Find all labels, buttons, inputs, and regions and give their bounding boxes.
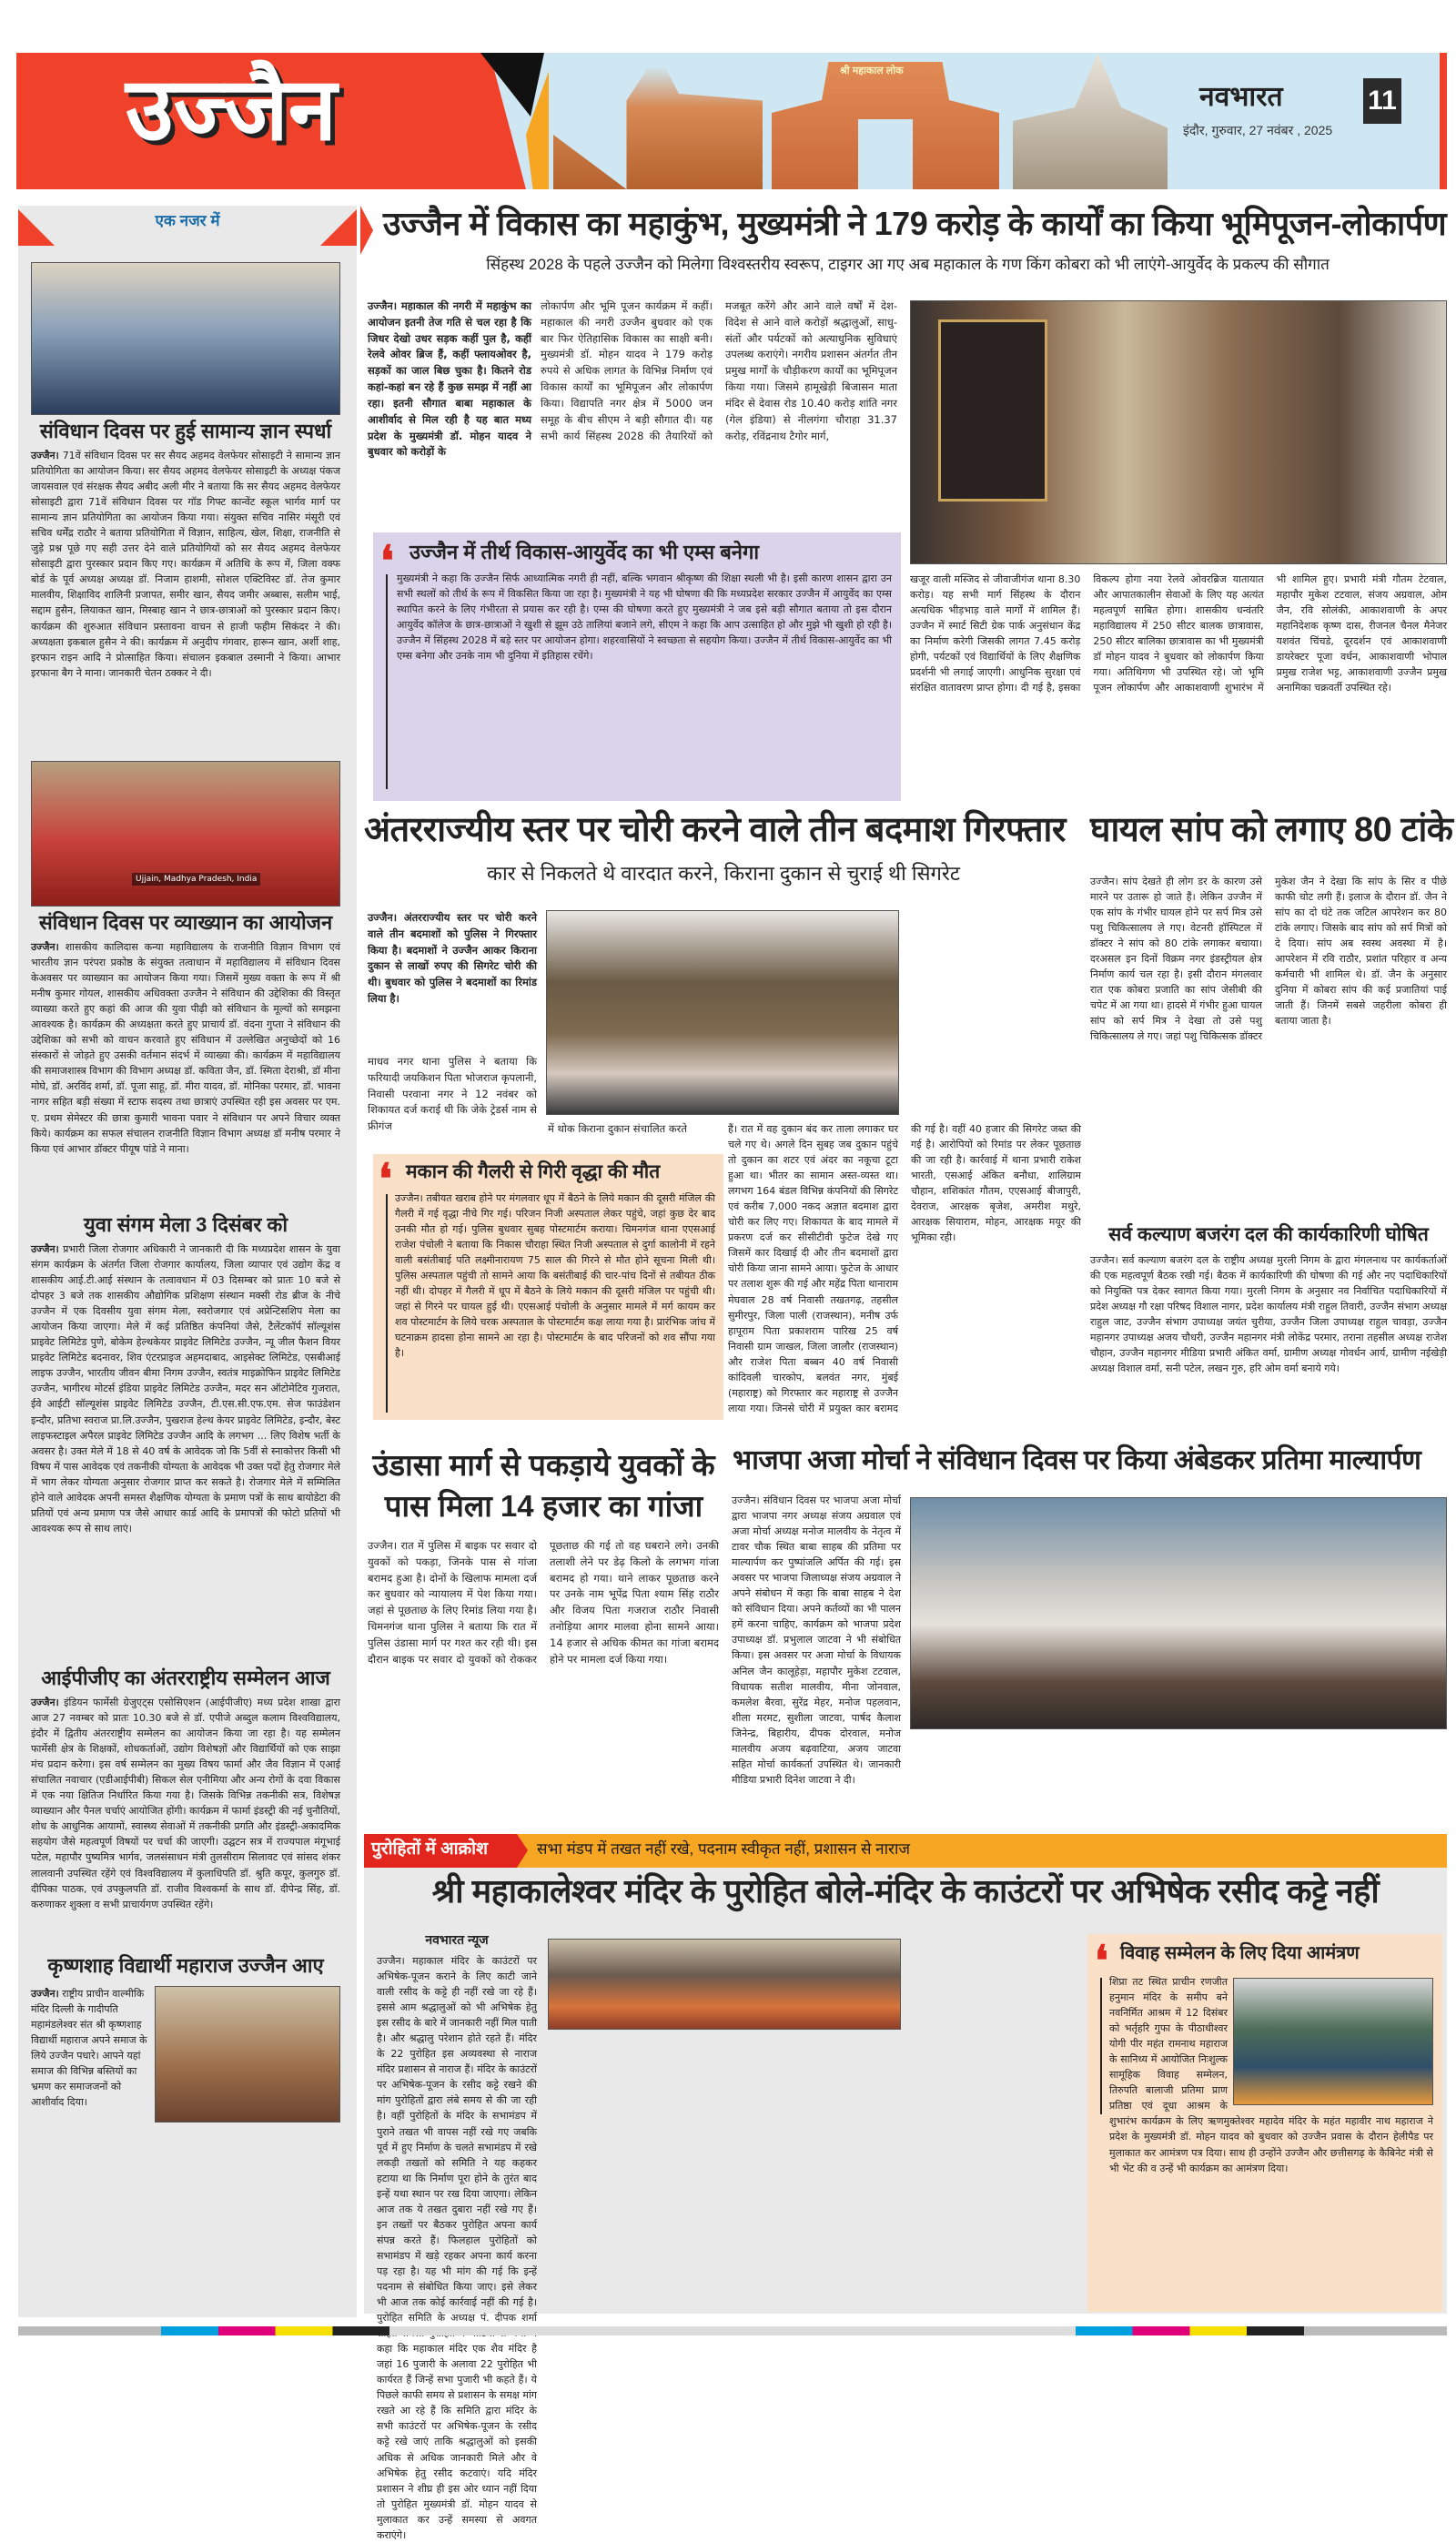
- box-headline: विवाह सम्मेलन के लिए दिया आमंत्रण: [1120, 1943, 1360, 1963]
- story-text: राष्ट्रीय प्राचीन वाल्मीकि मंदिर दिल्ली के गादीपति महामंडलेश्वर संत श्री कृष्णशाह विद्यार्थी महाराज अपने समाज के लिये उज्जैन पधारे। आपने यहां समाज की विभिन्न बस्तियों का भ्रमण कर समाजजनों को आशीर्वाद दिया।: [31, 1988, 147, 2109]
- story-text: इंडियन फार्मेसी ग्रेजुएट्स एसोसिएशन (आईपीजीए) मध्य प्रदेश शाखा द्वारा आज 27 नवम्बर को प्रातः 10.30 बजे से डॉ. एपीजे अब्दुल कलाम विश्वविद्यालय, इंदौर में द्वितीय अंतरराष्ट्रीय सम्मेलन का आयोजन किया जा रहा है। यह सम्मेलन फार्मेसी क्षेत्र के शिक्षकों, शोधकर्ताओं, उद्योग विशेषज्ञों और विद्यार्थियों को एक साझा मंच प्रदान करेगा। इस वर्ष सम्मेलन का मुख्य विषय फार्मा और जैव विज्ञान में एआई संचालित नवाचार (एडीआईपीबी) सिकल सेल एनीमिया और अन्य रोगों के दवा विकास में एक नया क्षितिज निर्धारित किया गया है। जिसके विभिन्न तकनीकी सत्र, विशेषज्ञ व्याख्यान और पैनल चर्चाएं आयोजित होंगी। कार्यक्रम में फार्मा इंडस्ट्री की नई चुनौतियों, शोध के आधुनिक आयामों, स्वास्थ्य सेवाओं में तकनीकी प्रगति और इंडस्ट्री-अकादमिक सहयोग जैसे महत्वपूर्ण विषयों पर चर्चा की जाएगी। उद्घटन सत्र में राज्यपाल मंगूभाई पटेल, महापौर पुष्यमित्र भार्गव, जलसंसाधन मंत्री तुलसीराम सिलावट एवं सांसद शंकर लालवानी उपस्थित रहेंगे एवं विश्वविद्यालय में कुलाधिपति डॉ. श्रुति कपूर, कुलगुरु डॉ. दीपिका पाठक, एवं उपकुलपति डॉ. राजीव विश्वकर्मा के साथ डॉ. दीपेन्द्र सिंह, डॉ. करुणाकर शुक्ला व सभी प्राचार्यगण उपस्थित रहेंगे।: [31, 1697, 340, 1910]
- theft-intro: उज्जैन। अंतरराज्यीय स्तर पर चोरी करने वाले तीन बदमाशों को पुलिस ने गिरफ्तार किया है। बदमाशों ने उज्जैन आकर किराना दुकान से लाखों रुपए की सिगरेट चोरी की थी। बुधवार को पुलिस ने बदमाशों का रिमांड लिया है।: [368, 911, 537, 1006]
- dateline: इंदौर, गुरुवार, 27 नवंबर , 2025: [1183, 123, 1333, 137]
- lecture-photo: [31, 761, 340, 907]
- page-number: 11: [1363, 78, 1401, 124]
- lead-headline: उज्जैन में विकास का महाकुंभ, मुख्यमंत्री ने 179 करोड़ के कार्यों का किया भूमिपूजन-लोकार्पण: [382, 205, 1447, 242]
- bjp-body: उज्जैन। संविधान दिवस पर भाजपा अजा मोर्चा द्वारा भाजपा नगर अध्यक्ष संजय अग्रवाल एवं अजा मोर्चा अध्यक्ष मनोज मालवीय के नेतृत्व में टावर चौक स्थित बाबा साहब की प्रतिमा पर माल्यार्पण कर पुष्पांजलि अर्पित की गई। इस अवसर पर भाजपा जिलाध्यक्ष संजय अग्रवाल ने अपने संबोधन में कहा कि बाबा साहब ने देश को संविधान दिया। अपने कर्तव्यों का भी पालन हमें करना चाहिए, कार्यक्रम को भाजपा प्रदेश उपाध्यक्ष डॉ. प्रभुलाल जाटवा ने भी संबोधित किया। इस अवसर पर अजा मोर्चा के विधायक अनिल जैन कालूहेड़ा, महापौर मुकेश टटवाल, विधायक सतीश मालवीय, मीना जोनवाल, कमलेश बैरवा, सुरेंद्र मेहर, मनोज पहलवान, शीला मरमट, सुशीला जाटवा, पार्षद कैलाश जिनेन्द्र, बिहारीय, दीपक दोरवाल, मनोज मालवीय अजय बढ़वाटिया, अजय जाटवा सहित मोर्चा कार्यकर्ता उपस्थित थे। जानकारी मीडिया प्रभारी दिनेश जाटवा ने दी।: [732, 1494, 901, 1786]
- dateline: उज्जैन।: [31, 941, 59, 953]
- ganja-headline: उंडासा मार्ग से पकड़ाये युवकों के पास मिला 14 हजार का गांजा: [372, 1448, 715, 1523]
- theft-caption-line: में थोक किराना दुकान संचालित करते: [548, 1122, 687, 1135]
- lead-red-wedge: [360, 206, 373, 255]
- vivah-box: [1087, 1934, 1442, 2312]
- section-title: उज्जैन: [126, 61, 338, 158]
- box-rule: [386, 574, 388, 789]
- ek-nazar-sidebar: [18, 206, 357, 2317]
- bjp-body-continued: [910, 1734, 1447, 1816]
- gate-sign: श्री महाकाल लोक: [840, 66, 904, 76]
- story-title: कृष्णशाह विद्यार्थी महाराज उज्जैन आए: [47, 1954, 324, 1977]
- tirth-box: [373, 532, 901, 801]
- purohit-headline: श्री महाकालेश्वर मंदिर के पुरोहित बोले-मंदिर के काउंटरों पर अभिषेक रसीद कट्टे नहीं: [431, 1872, 1380, 1910]
- lead-body-continued: खजूर वाली मस्जिद से जीवाजीगंज थाना 8.30 करोड़। यह सभी मार्ग सिंहस्थ के दौरान अत्यधिक भीड़भाड़ वाले मार्गों में शामिल हैं। उज्जैन में स्मार्ट सिटी ग्रेक पार्क अनुसंधान केंद्र का निर्माण करेगी जिसकी लागत 7.45 करोड़ होगी, पर्यटकों एवं विद्यार्थियों के लिए शैक्षणिक प्रदर्शनी भी लगाई जाएगी। आधुनिक सुरक्षा एवं संरक्षित वातावरण प्राप्त होगा। दी गई है, इसका विकल्प होगा नया रेलवे ओवरब्रिज यातायात और आपातकालीन सेवाओं के लिए यह अत्यंत महत्वपूर्ण साबित होगा। शासकीय धन्वंतरि महाविद्यालय में 250 सीटर बालक छात्रावास, 250 सीटर बालिका छात्रावास का भी मुख्यमंत्री डॉ मोहन यादव ने बुधवार को लोकार्पण किया गया। अतिथिगण भी उपस्थित रहे। जो भूमि पूजन लोकार्पण और आकाशवाणी शुभारंभ में भी शामिल हुए। प्रभारी मंत्री गौतम टेटवाल, महापौर मुकेश टटवाल, संजय अग्रवाल, ओम जैन, रवि सोलंकी, आकाशवाणी के अपर महानिदेशक कृष्ण दास, रीजनल चैनल मैनेजर यशवंत चिंचडे, दूरदर्शन एवं आकाशवाणी डायरेक्टर पूजा वर्धन, आकाशवाणी भोपाल प्रमुख राजेश भट्ट, आकाशवाणी उज्जैन प्रमुख अनामिका चक्रवर्ती उपस्थित रहे।: [910, 573, 1447, 694]
- box-headline: मकान की गैलरी से गिरी वृद्धा की मौत: [406, 1161, 661, 1182]
- masthead: [16, 53, 1447, 189]
- story-text: 71वें संविधान दिवस पर सर सैयद अहमद वेलफेयर सोसाइटी ने सामान्य ज्ञान प्रतियोगिता का आयोजन किया। सर सैयद अहमद वेलफेयर सोसाइटी के अध्यक्ष पंकज जायसवाल एवं संरक्षक सैयद अबीद अली मीर ने बताया कि सर सैयद अहमद वेलफेयर सोसाइटी द्वारा 71वें संविधान दिवस पर गॉड गिफ्ट कान्वेंट स्कूल भार्गव मार्ग पर सामान्य ज्ञान प्रतियोगिता का आयोजन किया गया। संयुक्त सचिव नासिर मंसूरी एवं सचिव धर्मेंद्र राठौर ने बताया प्रतियोगिता में विज्ञान, साहित्य, खेल, शिक्षा, राजनीति से जुड़े प्रश्न पूछे गए सही उत्तर देने वाले प्रतियोगियों को सर सैयद अहमद वेलफेयर सोसाइटी द्वारा पुरस्कार प्रदान किए गए। कार्यक्रम में अतिथि के रूप में, जिला वक्फ बोर्ड के पूर्व अध्यक्ष अध्यक्ष डॉ. निजाम हाशमी, सोशल एक्टिविस्ट डॉ. तेज कुमार मालवीय, शिक्षाविद शालिनी प्रजापत, समीर खान, सैयद जमीर अब्बास, सलीम भाई, सद्दाम हुसैन, लियाकत खान, मिस्बाह खान ने छात्र-छात्राओं को पुरस्कार प्रदान किए। कार्यक्रम की शुरुआत संविधान प्रस्तावना वाचन से हाजी फहीम सिकंदर ने की। अध्यक्षता इकबाल हुसैन ने की। कार्यक्रम में अनुदीप गंगवार, हारून खान, अर्शी शाह, इरफान राइन आदि ने प्रोत्साहित किया। संचालन इकबाल उस्मानी ने किया। आभार इरफाना बैग ने माना। जानकारी चेतन ठक्कर ने दी।: [31, 450, 340, 679]
- theft-body-continued: हैं। रात में वह दुकान बंद कर ताला लगाकर घर चले गए थे। अगले दिन सुबह जब दुकान पहुंचे तो दुकान का शटर एवं अंदर का नकूचा टूटा हुआ था। भीतर का सामान अस्त-व्यस्त था। लगभग 164 बंडल विभिन्न कंपनियों की सिगरेट एवं करीब 7,000 नकद अज्ञात बदमाश द्वारा चोरी कर लिए गए। शिकायत के बाद मामले में प्रकरण दर्ज कर सीसीटीवी फुटेज देखे गए जिसमें कार दिखाई दी और तीन बदमाशों द्वारा चोरी किया जाना सामने आया। फुटेज के आधार पर तलाश शुरू की गई और महेंद्र पिता थानाराम मेघवाल 28 वर्ष निवासी तखतगढ़, तहसील सुमीरपुर, जिला पाली (राजस्थान), मनीष उर्फ हापूराम पिता प्रकाशराम पारिख 25 वर्ष निवासी ग्राम जाखल, जिला जालौर (राजस्थान) और राजेश पिता बब्बन 40 वर्ष निवासी कांदिवली चारकोप, बलवंत नगर, मुंबई (महाराष्ट्र) को गिरफ्तार कर महाराष्ट्र से उज्जैन लाया गया। जिनसे चोरी में प्रयुक्त कार बरामद की गई है। वहीं 40 हजार की सिगरेट जब्त की गई है। आरोपियों को रिमांड पर लेकर पूछताछ की जा रही है। कार्रवाई में थाना प्रभारी राकेश भारती, एसआई अंकित बनौधा, शालिग्राम चौहान, शशिकांत गौतम, एएसआई बीजापुरी, देवराज, आरक्षक बृजेश, अमरीश मथुरे, आरक्षक सियाराम, मोहन, आरक्षक मयूर की भूमिका रही।: [728, 1123, 1081, 1414]
- story-title: संविधान दिवस पर हुई सामान्य ज्ञान स्पर्धा: [39, 420, 332, 442]
- dateline: उज्जैन।: [31, 1243, 59, 1255]
- plaque: [938, 319, 1047, 502]
- quote-mark-icon: ❛: [380, 536, 394, 585]
- dateline: उज्जैन।: [31, 1988, 59, 2000]
- story-text: शासकीय कालिदास कन्या महाविद्यालय के राजनीति विज्ञान विभाग एवं भारतीय ज्ञान परंपरा प्रकोष्ठ के संयुक्त तत्वाधान में महाविद्यालय में संविधान दिवस केअवसर पर व्याख्यान का आयोजन किया गया। जिसमें मुख्य वक्ता के रूप में श्री मनीष कुमार गोयल, शासकीय अधिवक्ता उज्जैन ने संविधान की उद्देशिका की विस्तृत व्याख्या करते हुए कहां की आज की युवा पीढ़ी को संविधान के मूल्यों को समझना आवश्यक है। कार्यक्रम की अध्यक्षता करते हुए प्राचार्य डॉ. वंदना गुप्ता ने संविधान की उद्देशिका को सभी को वाचन करवाते हुए संविधान में उल्लेखित अनुच्छेदों को 16 संस्कारों से जोड़ते हुए उसकी वर्तमान संदर्भ में व्याख्या की। कार्यक्रम में महाविद्यालय की समाजशास्त्र विभाग की विभाग अध्यक्ष डॉ. कविता जैन, डॉ. स्मिता देराश्री, डॉ मीना मोघे, डॉ. अरविंद शर्मा, डॉ. पूजा साहू, डॉ. मीरा यादव, डॉ. मोनिका परमार, डॉ. भावना नागर सहित बड़ी संख्या में स्टाफ सदस्य तथा छात्राएं उपस्थित रही इस अवसर पर एम. ए. प्रथम सेमेस्टर की छात्रा कुमारी भावना पवार ने संविधान पर अपने विचार व्यक्त किये। कार्यक्रम का सफल संचालन राजनीति विज्ञान विभाग अध्यक्ष डॉ मनीष परमार ने किया एवं आभार डॉक्टर पीयूष पांडे ने माना।: [31, 941, 341, 1155]
- lead-intro: उज्जैन। महाकाल की नगरी में महाकुंभ का आयोजन इतनी तेज गति से चल रहा है कि जिधर देखो उधर सड़क कहीं पुल है, कहीं रेलवे ओवर ब्रिज हैं, कहीं फ्लायओवर है, सड़कों का जाल बिछ चुका है। कितने रोड कहां-कहां बन रहे हैं कुछ समझ में नहीं आ रहा। इतनी सौगात बाबा महाकाल के आशीर्वाद से मिल रही है यह बात मध्य प्रदेश के मुख्यमंत्री डॉ. मोहन यादव ने बुधवार को करोड़ों के: [368, 299, 531, 459]
- bajrang-body: उज्जैन। सर्व कल्याण बजरंग दल के राष्ट्रीय अध्यक्ष मुरली निगम के द्वारा मंगलनाथ पर कार्यकर्ताओं की एक महत्वपूर्ण बैठक रखी गई। बैठक में कार्यकारिणी की घोषणा की गई और नए पदाधिकारियों को नियुक्ति पत्र देकर स्वागत किया गया। मुरली निगम के अनुसार नव निर्वाचित पदाधिकारियों में प्रदेश अध्यक्ष गौ रक्षा परिषद विशाल नागर, प्रदेश कार्यालय मंत्री राहुल तिवारी, उज्जैन संभाग अध्यक्ष राहुल जाट, उज्जैन संभाग उपाध्यक्ष जयंत चुरीया, उज्जैन जिला उपाध्यक्ष राहुल चावड़ा, उज्जैन महानगर उपाध्यक्ष अजय चौधरी, उज्जैन महानगर मंत्री लोकेंद्र परमार, तराना तहसील अध्यक्ष राजेश चौहान, उज्जैन महानगर मीडिया प्रभारी अंकित वर्मा, ग्रामीण अध्यक्ष गोवर्धन आर्य, ग्रामीण नईखेड़ी अध्यक्ष विशाल वर्मा, सनी पटेल, लखन गुरु, हरि ओम वर्मा बनाये गये।: [1090, 1254, 1447, 1375]
- story-body: [31, 448, 340, 755]
- theft-subhead: कार से निकलते थे वारदात करने, किराना दुकान से चुराई थी सिगरेट: [487, 862, 960, 885]
- theft-body: माधव नगर थाना पुलिस ने बताया कि फरियादी जयकिशन पिता भोजराज कृपलानी, निवासी परवाना नगर ने 12 नवंबर को शिकायत दर्ज कराई थी कि जेके ट्रेडर्स नाम से फ्रीगंज: [368, 1055, 537, 1133]
- bjp-headline: भाजपा अजा मोर्चा ने संविधान दिवस पर किया अंबेडकर प्रतिमा माल्यार्पण: [733, 1445, 1421, 1475]
- print-registration-strip: [18, 2326, 1447, 2335]
- bajrang-headline: सर्व कल्याण बजरंग दल की कार्यकारिणी घोषित: [1108, 1224, 1429, 1245]
- ganja-body: उज्जैन। रात में पुलिस में बाइक पर सवार दो युवकों को पकड़ा, जिनके पास से गांजा बरामद हुआ है। दोनों के खिलाफ मामला दर्ज कर बुधवार को न्यायालय में पेश किया गया। जहां से पूछताछ के लिए रिमांड लिया गया है। चिमनगंज थाना पुलिस ने बताया कि रात में पुलिस उंडासा मार्ग पर गश्त कर रही थी। इस दौरान बाइक पर सवार दो युवकों को रोककर पूछताछ की गई तो वह घबराने लगे। उनकी तलाशी लेने पर डेढ़ किलो के लगभग गांजा बरामद हो गया। थाने लाकर पूछताछ करने पर उनके नाम भूपेंद्र पिता श्याम सिंह राठौर और विजय पिता गजराज राठौर निवासी तनोड़िया आगर मालवा होना सामने आया। 14 हजार से अधिक कीमत का गांजा बरामद होने पर मामला दर्ज किया गया।: [368, 1539, 719, 1666]
- temple-photo-1: [553, 53, 763, 189]
- story-title: आईपीजीए का अंतरराष्ट्रीय सम्मेलन आज: [41, 1667, 330, 1689]
- snake-body: उज्जैन। सांप देखते ही लोग डर के कारण उसे मारने पर उतारू हो जाते हैं। लेकिन उज्जैन में एक सांप के गंभीर घायल होने पर सर्प मित्र उसे पशु चिकित्सालय ले गए। वेटनरी हॉस्पिटल में डॉक्टर ने सांप को 80 टांके लगाकर बचाया। दरअसल इन दिनों विक्रम नगर इंडस्ट्रीयल क्षेत्र निर्माण कार्य चल रहा है। इसी दौरान मंगलवार रात एक कोबरा प्रजाति का सांप जेसीबी की चपेट में आ गया था। हादसे में गंभीर हुआ घायल सांप को सर्प मित्र ने देखा तो उसे पशु चिकित्सालय ले गए। जहां पशु चिकित्सक डॉक्टर मुकेश जैन ने देखा कि सांप के सिर व पीछे काफी चोट लगी हैं। इलाज के दौरान डॉ. जैन ने सांप का दो घंटे तक जटिल आपरेशन कर 80 टांके लगाए। जिसके बाद सांप को सर्प मित्रों को दे दिया। सांप अब स्वस्थ अवस्था में है। आपरेशन में रवि राठौर, प्रशांत परिहार व अन्य कर्मचारी भी शामिल थे। डॉ. जैन के अनुसार दुनिया में कोबरा सांप की कई प्रजातियां पाई जाती हैं। जिनमें सबसे जहरीला कोबरा ही बताया जाता है।: [1090, 876, 1447, 1043]
- purohit-body-continued: [548, 2035, 1072, 2310]
- purohits-photo: [548, 1939, 901, 2030]
- sidebar-label: एक नजर में: [155, 212, 220, 229]
- purohit-strap: [364, 1834, 1447, 1868]
- byline: नवभारत न्यूज: [425, 1932, 489, 1947]
- story-title: युवा संगम मेला 3 दिसंबर को: [83, 1213, 288, 1236]
- death-box: [373, 1154, 723, 1420]
- story-body: [31, 939, 340, 1212]
- photo-spacer: [1228, 1974, 1433, 2107]
- strap-text: सभा मंडप में तखत नहीं रखे, पदनाम स्वीकृत नहीं, प्रशासन से नाराज: [537, 1840, 910, 1858]
- temple-photo-2: [1013, 53, 1168, 189]
- story-body: [31, 1986, 149, 2186]
- story-body: [31, 1695, 340, 1951]
- photo-geotag: Ujjain, Madhya Pradesh, India: [132, 873, 260, 886]
- box-headline: उज्जैन में तीर्थ विकास-आयुर्वेद का भी एम्स बनेगा: [410, 541, 760, 563]
- purohit-body: उज्जैन। महाकाल मंदिर के काउंटरों पर अभिषेक-पूजन कराने के लिए काटी जाने वाली रसीद के कट्टे ही नहीं रखे जा रहे हैं। इससे आम श्रद्धालुओं को भी अभिषेक हेतु इस रसीद के बारे में जानकारी नहीं मिल पाती है। और श्रद्धालु परेशान होते रहते हैं। मंदिर के 22 पुरोहित इस अव्यवस्था से नाराज मंदिर प्रशासन से नाराज हैं। मंदिर के काउंटरों पर अभिषेक-पूजन के रसीद कट्टे रखने की मांग पुरोहितों द्वारा लंबे समय से की जा रही है। वहीं पुरोहितों के मंदिर के सभामंडप में पुराने तखत भी वापस नहीं रखे गए जबकि पूर्व में हुए निर्माण के चलते सभामंडप में रखे लकड़ी तखतों को समिति ने यह कहकर हटाया था कि निर्माण पूरा होने के तुरंत बाद इन्हें यथा स्थान पर रख दिया जाएगा। लेकिन आज तक ये तखत दुबारा नहीं रखे गए हैं। इन तख्तों पर बैठकर पुरोहित अपना कार्य संपन्न करते हैं। फिलहाल पुरोहितों को सभामंडप में खड़े रहकर अपना कार्य करना पड़ रहा है। यह भी मांग की गई कि इन्हें पदनाम से संबोधित किया जाए। इसे लेकर भी आज तक कोई कार्रवाई नहीं की गई है। पुरोहित समिति के अध्यक्ष पं. दीपक शर्मा कहा कि महाकाल मंदिर एक शैव मंदिर है जहां 16 पुजारी के अलावा 22 पुरोहित भी कार्यरत हैं जिन्हें सभा पुजारी भी कहते हैं। ये पिछले काफी समय से प्रशासन के समक्ष मांग रखते आ रहे हैं कि समिति द्वारा मंदिर के सभी काउंटरों पर अभिषेक-पूजन के रसीद कट्टे रखे जाएं ताकि श्रद्धालुओं को इसकी अधिक से अधिक जानकारी मिले और वे अभिषेक हेतु रसीद कटवाएं। यदि मंदिर प्रशासन ने शीघ्र ही इस ओर ध्यान नहीं दिया तो पुरोहित मुख्यमंत्री डॉ. मोहन यादव से मुलाकात कर उन्हें समस्या से अवगत कराएंगे।: [377, 1955, 537, 2541]
- box-body: उज्जैन। तबीयत खराब होने पर मंगलवार धूप में बैठने के लिये मकान की दूसरी मंजिल की गैलरी में गई वृद्धा नीचे गिर गई। परिजन निजी अस्पताल लेकर पहुंचे, जहां कुछ देर बाद उनकी मौत हो गई। पुलिस बुधवार सुबह पोस्टमार्टम कराया। चिमनगंज थाना एएसआई राजेश पंचोली ने बताया कि निकास चौराहा स्थित निजी अस्पताल से दुर्गा कालोनी में रहने वाली बसंतीबाई पति लक्ष्मीनारायण 75 साल की गिरने से मौत होने सूचना मिली थी। पुलिस अस्पताल पहुंची तो सामने आया कि बसंतीबाई की चार-पांच दिनों से तबीयत ठीक नहीं थी। दोपहर में गैलरी में धूप में बैठने के लिये मकान की दूसरी मंजिल पर पहुंची थी। जहां से गिरने पर घायल हुई थी। एएसआई पंचोली के अनुसार मामले में मर्ग कायम कर शव पोस्टमार्टम के लिये चरक अस्पताल के पोस्टमार्टम कक्ष लाया गया है। प्रारंभिक जांच में घटनाक्रम हादसा होना सामने आ रहा है। पोस्टमार्टम के बाद परिजनों को शव सौंपा गया है।: [395, 1192, 715, 1360]
- quote-mark-icon: ❛: [1095, 1936, 1108, 1985]
- dateline: उज्जैन।: [31, 1697, 59, 1708]
- arrested-accused-photo: [546, 910, 899, 1115]
- theft-headline: अंतरराज्यीय स्तर पर चोरी करने वाले तीन बदमाश गिरफ्तार: [364, 811, 1066, 849]
- box-body: शिप्रा तट स्थित प्राचीन रणजीत हनुमान मंदिर के समीप बने नवनिर्मित आश्रम में 12 दिसंबर को भर्तृहरि गुफा के पीठाधीश्वर योगी पीर महंत रामनाथ महाराज के सानिध्य में आयोजित निःशुल्क सामूहिक विवाह सम्मेलन, तिरुपति बालाजी प्रतिमा प्राण प्रतिष्ठा एवं दूधा आश्रम के शुभारंभ कार्यक्रम के लिए ऋणमुक्तेश्वर महादेव मंदिर के महंत महावीर नाथ महाराज ने प्रदेश के मुख्यमंत्री डॉ. मोहन यादव को बुधवार को उज्जैन प्रवास के दौरान हेलीपैड पर मुलाकात कर आमंत्रण पत्र दिया। साथ ही उन्होंने उज्जैन और छत्तीसगढ़ के कैबिनेट मंत्री से भी भेंट की व उन्हें भी कार्यक्रम का आमंत्रण दिया।: [1109, 1976, 1433, 2174]
- mahakal-lok-gate-photo: [772, 62, 999, 189]
- maharaj-photo: [155, 1986, 340, 2123]
- box-rule: [1100, 1978, 1102, 2114]
- snake-headline: घायल सांप को लगाए 80 टांके: [1090, 811, 1453, 849]
- box-rule: [386, 1194, 388, 1413]
- box-body: मुख्यमंत्री ने कहा कि उज्जैन सिर्फ आध्यात्मिक नगरी ही नहीं, बल्कि भगवान श्रीकृष्ण की शिक्षा स्थली भी है। इसी कारण शासन द्वारा उन सभी स्थलों को तीर्थ के रूप में विकसित किया जा रहा है। मुख्यमंत्री ने यह भी घोषणा की कि मध्यप्रदेश सरकार उज्जैन में आयुर्वेद का एम्स स्थापित करने के लिए गंभीरता से प्रयास कर रही है। एम्स की घोषणा करते हुए मुख्यमंत्री ने जब इसे बड़ी सौगात बताया तो इस दौरान आयुर्वेद कॉलेज के छात्र-छात्राओं ने खुशी से झूम उठे तालियां बजाने लगे, सीएम ने कहा कि आप उत्साहित हो और मुझे भी खुशी हो रही है। उज्जैन में सिंहस्थ 2028 में बड़े स्तर पर आयोजन होगा। शहरवासियों ने स्वच्छता से सहयोग किया। उज्जैन में तीर्थ विकास-आयुर्वेद का भी एम्स बनेगा और उनके नाम भी दुनिया में इतिहास रचेंगे।: [397, 572, 892, 663]
- paper-name: नवभारत: [1199, 82, 1283, 112]
- dateline: उज्जैन।: [31, 450, 59, 461]
- gk-quiz-photo: [31, 262, 340, 415]
- right-red-edge: [1440, 53, 1447, 189]
- lead-subhead: सिंहस्थ 2028 के पहले उज्जैन को मिलेगा विश्वस्तरीय स्वरूप, टाइगर आ गए अब महाकाल के गण किंग कोबरा को भी लाएंगे-आयुर्वेद के प्रकल्प की सौगात: [486, 256, 1330, 273]
- story-body: [31, 1241, 340, 1664]
- lead-body: लोकार्पण और भूमि पूजन कार्यक्रम में कहीं। महाकाल की नगरी उज्जैन बुधवार को एक बार फिर ऐतिहासिक विकास का साक्षी बनी। मुख्यमंत्री डॉ. मोहन यादव ने 179 करोड़ रुपये से अधिक लागत के विभिन्न निर्माण एवं विकास कार्यों का भूमिपूजन और लोकार्पण किया। विद्यापति नगर क्षेत्र में 5000 जन समूह के बीच सीएम ने बड़ी सौगात दी। यह सभी कार्य सिंहस्थ 2028 की तैयारियों को मजबूत करेंगे और आने वाले वर्षों में देश-विदेश से आने वाले करोड़ों श्रद्धालुओं, साधु-संतों और पर्यटकों को अत्याधुनिक सुविधाएं उपलब्ध कराएंगे। नगरीय प्रशासन अंतर्गत तीन प्रमुख मार्गों के चौड़ीकरण कार्यों का भूमिपूजन किया गया। जिसमे हामूखेड़ी बिजासन माता मंदिर से देवास रोड 10.40 करोड़ शांति नगर (गेल इंडिया) से नीलगंगा चौराहा 31.37 करोड़, रविंद्रनाथ टैगोर मार्ग,: [541, 299, 897, 442]
- story-text: प्रभारी जिला रोजगार अधिकारी ने जानकारी दी कि मध्यप्रदेश शासन के युवा संगम कार्यक्रम के अंतर्गत जिला रोजगार कार्यालय, जिला व्यापार एवं उद्योग केंद्र व शासकीय आई.टी.आई संस्थान के तत्वावधान में 03 दिसम्बर को प्रातः 10 बजे से दोपहर 3 बजे तक शासकीय औद्योगिक प्रशिक्षण संस्थान मक्सी रोड ब्रीज के नीचे उज्जैन में एक दिवसीय युवा संगम मेला, स्वरोजगार एवं अप्रेन्टिसशिप मेला का आयोजन किया जाएगा। मेले में कई प्रतिष्ठित कंपनियां जैसे, टैलेंटकॉर्प सॉल्यूशंस प्राइवेट लिमिटेड पुणे, बोकेम हेल्थकेयर प्राइवेट लिमिटेड उज्जैन, न्यू जील फैशन वियर प्राइवेट लिमिटेड बदनावर, शिव एंटरप्राइज अहमदाबाद, आइसेक्ट लिमिटेड, एसबीआई लाइफ उज्जैन, भारतीय जीवन बीमा निगम उज्जैन, स्वतंत्र माइक्रोफिन प्राइवेट लिमिटेड उज्जैन, भागीरथ मोटर्स इंडिया प्राइवेट लिमिटेड उज्जैन, मदर सन ऑटोमेटिव गुजरात, ईवे आईटी सॉल्यूशंस प्राइवेट लिमिटेड उज्जैन, टी.एस.सी.एफ.एम. सेज फाउंडेशन इन्दौर, प्रतिभा स्वराज प्रा.लि.उज्जैन, पुखराज हेल्थ केयर प्राइवेट लिमिटेड, इन्दौर, बेस्ट लाइफस्टाइल अपैरल प्राइवेट लिमिटेड उज्जैन आदि के लगभग ... लिए विशेष भर्ती के अवसर है। उक्त मेले में 18 से 40 वर्ष के आवेदक जो कि 5वीं से स्नाकोत्तर किसी भी विषय में पास आवेदक एवं तकनीकी योग्यता के आवेदक भी उक्त पदों हेतु रोजगार मेले में भाग लेकर योग्यता अनुसार रोजगार प्राप्त कर सकते है। रोजगार मेले में सम्मिलित होने वाले आवेदक अपनी समस्त शैक्षणिक योग्यता के प्रमाण पत्रों के साथ बायोडेटा की प्रतियों एवं अन्य प्रमाण पत्र जैसे आधार कार्ड आदि के प्रमापत्रों की फोटो प्रतियों भी आवश्यक रूप से साथ लाएं।: [31, 1243, 341, 1535]
- story-title: संविधान दिवस पर व्याख्यान का आयोजन: [38, 911, 333, 934]
- quote-mark-icon: ❛: [379, 1154, 392, 1203]
- ambedkar-statue-photo: [910, 1497, 1447, 1729]
- kicker: पुरोहितों में आक्रोश: [371, 1839, 489, 1859]
- cm-inauguration-photo: [910, 300, 1447, 564]
